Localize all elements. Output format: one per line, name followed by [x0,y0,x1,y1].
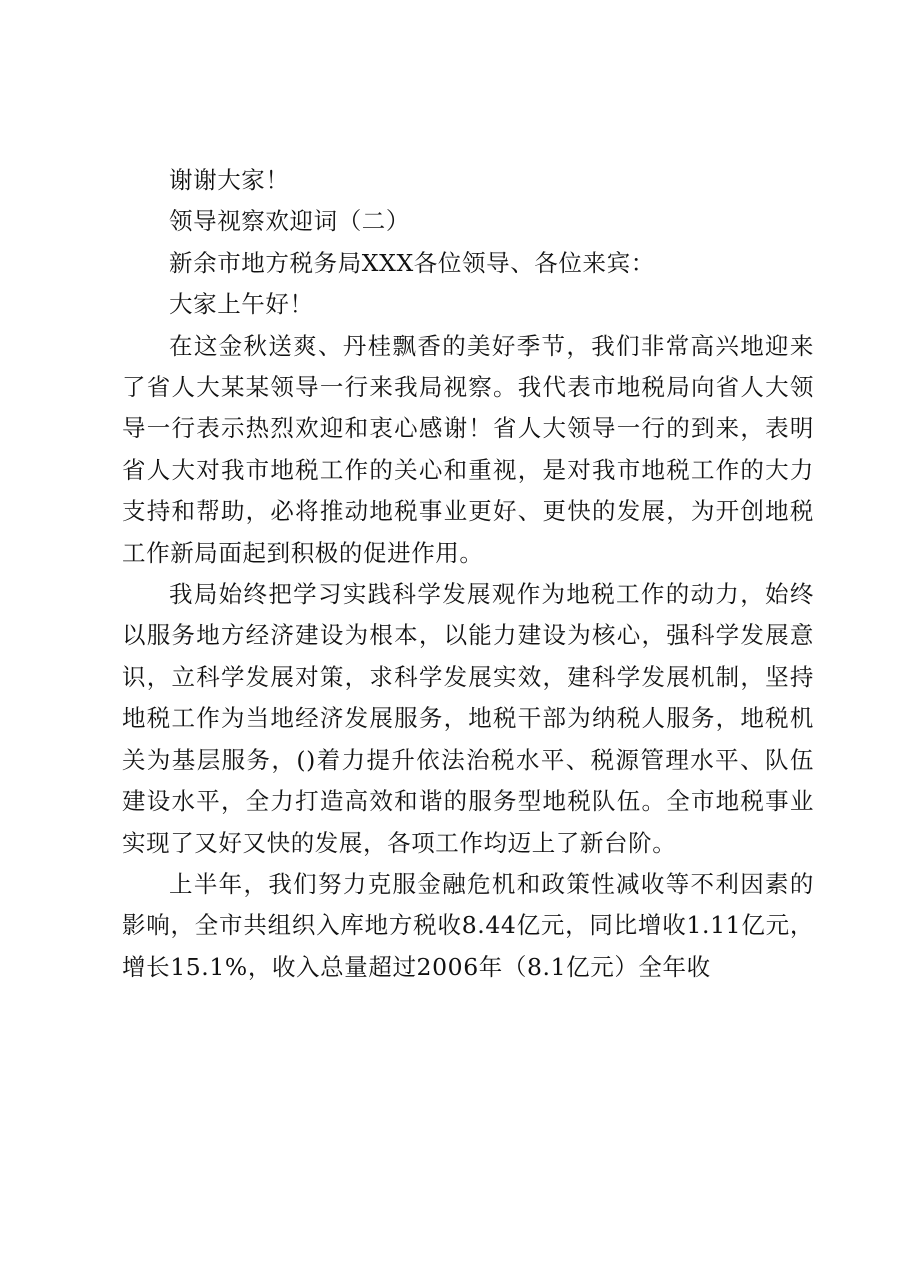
paragraph-welcome: 在这金秋送爽、丹桂飘香的美好季节，我们非常高兴地迎来了省人大某某领导一行来我局视察。我代表市地税局向省人大领导一行表示热烈欢迎和衷心感谢！省人大领导一行的到来，表明省人大对我市地税工作的关心和重视，是对我市地税工作的大力支持和帮助，必将推动地税事业更好、更快的发展，为开创地税工作新局面起到积极的促进作用。 [122,331,814,567]
document-body [122,160,814,988]
greeting: 大家上午好！ [169,290,314,319]
paragraph-development: 我局始终把学习实践科学发展观作为地税工作的动力，始终以服务地方经济建设为根本，以能力建设为核心，强科学发展意识，立科学发展对策，求科学发展实效，建科学发展机制，坚持地税工作为当地经济发展服务，地税干部为纳税人服务，地税机关为基层服务，()着力提升依法治税水平、税源管理水平、队伍建设水平，全力打造高效和谐的服务型地税队伍。全市地税事业实现了又好又快的发展，各项工作均迈上了新台阶。 [122,580,814,857]
section-heading: 领导视察欢迎词（二） [169,207,410,236]
paragraph-revenue: 上半年，我们努力克服金融危机和政策性减收等不利因素的影响，全市共组织入库地方税收8.44亿元，同比增收1.11亿元，增长15.1%，收入总量超过2006年（8.1亿元）全年收 [122,869,814,981]
salutation: 新余市地方税务局XXX各位领导、各位来宾： [169,248,655,277]
closing-thanks: 谢谢大家！ [169,166,290,194]
